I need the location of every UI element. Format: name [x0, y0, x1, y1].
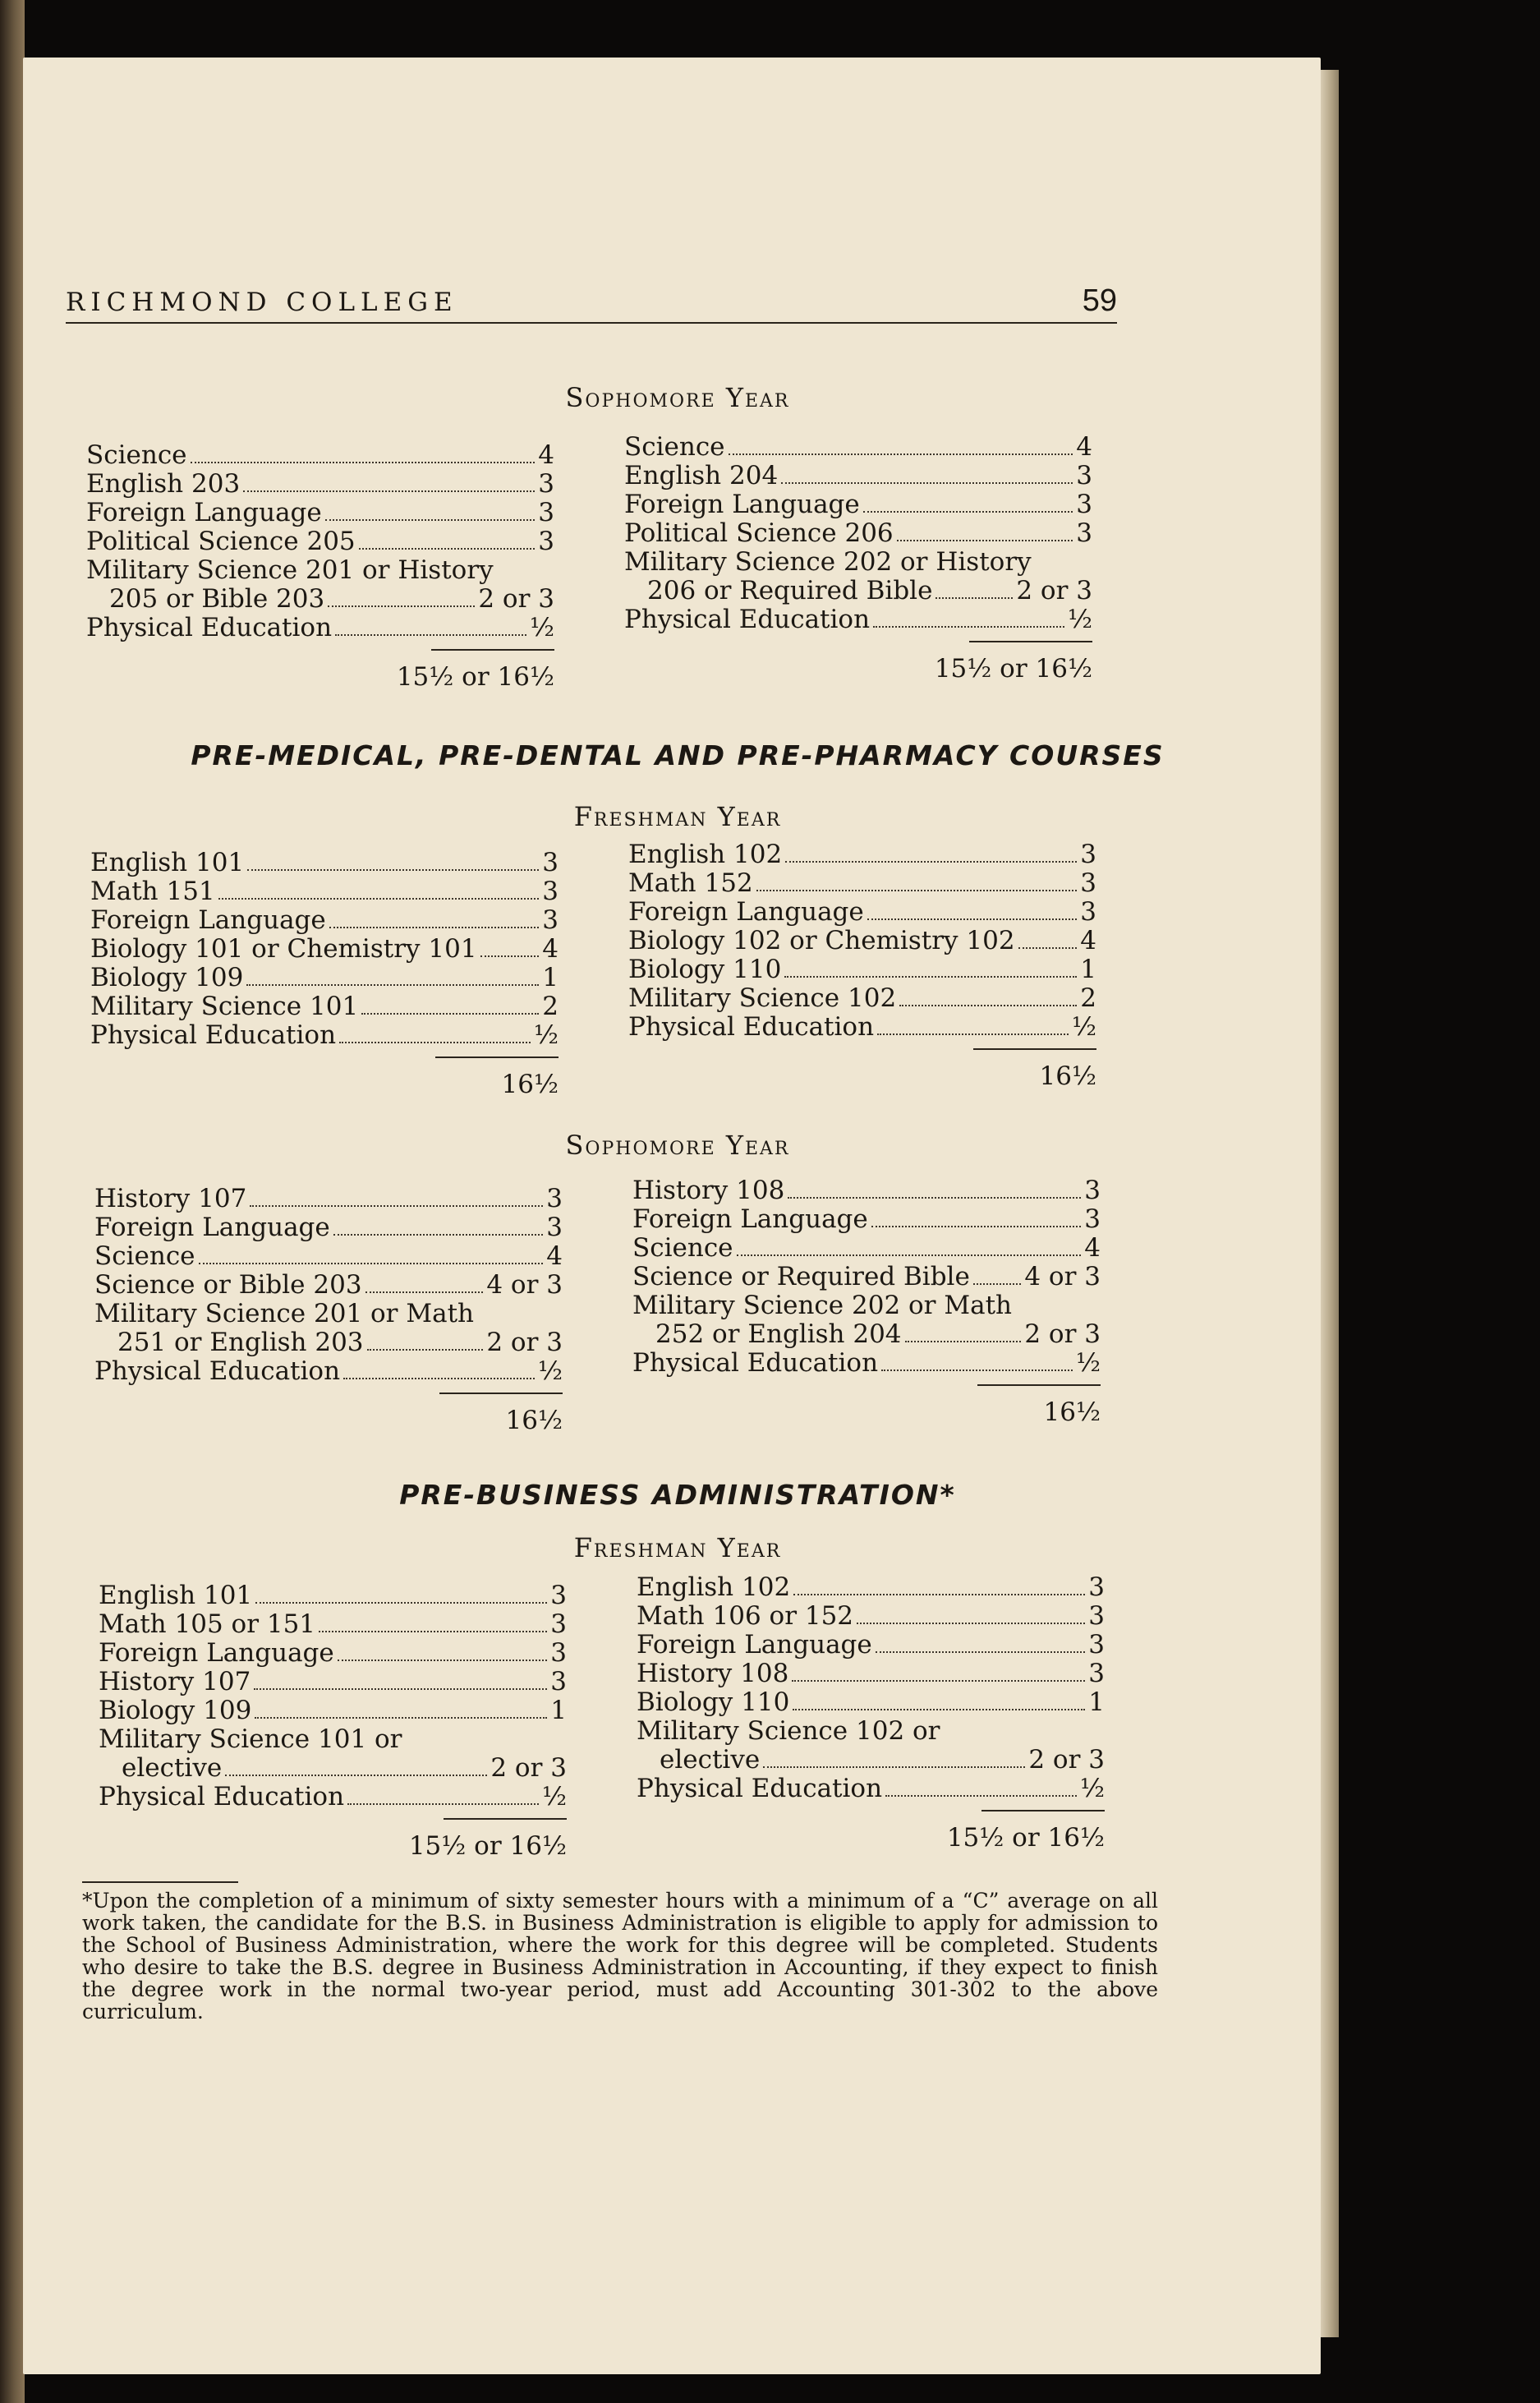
course-name: Physical Education: [637, 1773, 883, 1803]
credit-hours: 2 or 3: [478, 583, 554, 614]
course-name: Foreign Language: [632, 1204, 868, 1234]
total-rule: [435, 1056, 559, 1058]
dot-leader: [361, 1013, 539, 1015]
course-name: Science: [94, 1241, 195, 1271]
credit-hours: 4 or 3: [1024, 1262, 1101, 1291]
course-row: [637, 1602, 1105, 1631]
credit-hours: 2 or 3: [1024, 1319, 1101, 1349]
dot-leader: [254, 1688, 547, 1690]
dot-leader: [867, 918, 1078, 920]
section-heading: Sophomore Year: [565, 382, 790, 413]
course-name: Biology 110: [628, 955, 782, 984]
course-row: [86, 499, 554, 527]
course-name: Military Science 101 or: [99, 1724, 402, 1754]
course-row: [637, 1573, 1105, 1602]
total-rule: [981, 1810, 1105, 1811]
dot-leader: [876, 1651, 1086, 1653]
dot-leader: [225, 1775, 487, 1776]
program-heading: PRE-BUSINESS ADMINISTRATION*: [399, 1479, 956, 1511]
course-row: [637, 1775, 1105, 1803]
dot-leader: [935, 597, 1013, 599]
credit-hours: 3: [1076, 490, 1092, 519]
credit-hours: 4: [1080, 926, 1096, 955]
dot-leader: [347, 1803, 539, 1805]
course-name: Science: [86, 440, 187, 470]
credit-hours: 3: [538, 527, 554, 556]
dot-leader: [247, 869, 539, 871]
course-name: Biology 101 or Chemistry 101: [90, 934, 477, 964]
course-row: [632, 1291, 1101, 1320]
dot-leader: [255, 1602, 547, 1604]
dot-leader: [319, 1631, 547, 1632]
course-name: Biology 110: [637, 1687, 790, 1717]
credit-hours: 3: [550, 1581, 567, 1610]
course-row: [628, 840, 1096, 869]
course-row: [94, 1213, 563, 1242]
course-name: Foreign Language: [99, 1638, 334, 1668]
course-name: English 102: [628, 840, 783, 869]
course-row: [637, 1688, 1105, 1717]
course-name: Foreign Language: [637, 1630, 872, 1660]
dot-leader: [329, 927, 540, 928]
course-row: [90, 935, 559, 964]
course-name: Military Science 201 or History: [86, 555, 494, 585]
dot-leader: [243, 490, 535, 492]
left-curriculum-column: [94, 1185, 563, 1435]
dot-leader: [763, 1766, 1025, 1768]
dot-leader: [793, 1594, 1085, 1595]
credit-hours: 3: [546, 1184, 563, 1213]
total-hours: 16½: [1043, 1397, 1101, 1427]
dot-leader: [1018, 947, 1078, 949]
dot-leader: [785, 861, 1077, 863]
course-row: [632, 1176, 1101, 1205]
credit-hours: 3: [538, 498, 554, 527]
course-row: [86, 556, 554, 585]
course-row: [94, 1300, 563, 1328]
total-hours: 16½: [505, 1405, 563, 1435]
course-row: [90, 877, 559, 906]
credit-hours: 3: [1080, 868, 1096, 898]
dot-leader: [338, 1660, 548, 1661]
left-curriculum-column: [90, 849, 559, 1099]
course-name: Physical Education: [90, 1020, 337, 1050]
dot-leader: [857, 1623, 1085, 1624]
credit-hours: 4: [542, 934, 559, 964]
total-hours: 15½ or 16½: [946, 1822, 1105, 1853]
credit-hours: 3: [1076, 518, 1092, 548]
course-row: [628, 869, 1096, 898]
credit-hours: 3: [1084, 1204, 1101, 1234]
course-row: [86, 585, 554, 614]
credit-hours: 3: [1080, 840, 1096, 869]
course-name: 205 or Bible 203: [109, 583, 325, 614]
course-row: [86, 441, 554, 470]
course-name: Foreign Language: [94, 1213, 330, 1242]
course-row: [628, 898, 1096, 927]
credit-hours: 4: [546, 1241, 563, 1271]
course-name: Military Science 101: [90, 992, 359, 1021]
credit-hours: ½: [537, 1356, 563, 1386]
running-head-title: RICHMOND COLLEGE: [66, 288, 458, 317]
credit-hours: 3: [1088, 1630, 1105, 1660]
course-row: [624, 519, 1092, 548]
credit-hours: 4 or 3: [486, 1270, 563, 1300]
course-row: [99, 1610, 567, 1639]
course-row: [86, 470, 554, 499]
course-row: [99, 1696, 567, 1725]
course-name: Biology 102 or Chemistry 102: [628, 926, 1015, 955]
dot-leader: [250, 1205, 543, 1207]
total-hours: 16½: [501, 1070, 559, 1099]
credit-hours: 1: [542, 963, 559, 992]
course-row: [94, 1357, 563, 1386]
course-row: [90, 992, 559, 1021]
course-name: Military Science 102: [628, 983, 897, 1013]
dot-leader: [873, 626, 1064, 628]
course-row: [90, 964, 559, 992]
dot-leader: [218, 898, 540, 900]
credit-hours: 1: [1080, 955, 1096, 984]
course-row: [90, 849, 559, 877]
course-name: Math 151: [90, 877, 215, 906]
course-name: Physical Education: [99, 1781, 345, 1811]
credit-hours: 1: [550, 1696, 567, 1725]
course-name: Military Science 102 or: [637, 1716, 940, 1746]
credit-hours: 3: [1084, 1176, 1101, 1205]
credit-hours: 2: [542, 992, 559, 1021]
course-row: [637, 1717, 1105, 1746]
credit-hours: 2 or 3: [1028, 1744, 1105, 1775]
book-spine: [0, 0, 25, 2403]
credit-hours: 2 or 3: [1016, 575, 1092, 605]
course-name: Military Science 202 or Math: [632, 1291, 1013, 1320]
dot-leader: [333, 1234, 544, 1236]
total-rule: [977, 1384, 1101, 1386]
credit-hours: 3: [542, 877, 559, 906]
dot-leader: [191, 462, 536, 463]
course-row: [624, 433, 1092, 462]
dot-leader: [781, 482, 1073, 484]
course-name: Math 106 or 152: [637, 1601, 854, 1631]
course-row: [94, 1185, 563, 1213]
course-name: History 108: [632, 1176, 785, 1205]
credit-hours: ½: [529, 612, 554, 642]
dot-leader: [480, 955, 540, 957]
course-name: Physical Education: [632, 1347, 879, 1378]
credit-hours: ½: [541, 1781, 567, 1811]
left-curriculum-column: [99, 1581, 567, 1861]
credit-hours: 3: [542, 848, 559, 877]
course-row: [624, 605, 1092, 634]
course-name: Foreign Language: [628, 897, 864, 927]
credit-hours: 3: [1088, 1572, 1105, 1602]
course-row: [632, 1205, 1101, 1234]
dot-leader: [871, 1226, 1082, 1227]
right-curriculum-column: [632, 1176, 1101, 1427]
dot-leader: [793, 1709, 1085, 1710]
credit-hours: 3: [538, 469, 554, 499]
course-row: [637, 1631, 1105, 1660]
total-hours: 15½ or 16½: [408, 1830, 567, 1861]
course-name: Physical Education: [628, 1012, 875, 1042]
dot-leader: [784, 976, 1077, 978]
total-hours: 15½ or 16½: [396, 661, 554, 692]
course-row: [94, 1328, 563, 1357]
total-rule: [969, 641, 1092, 642]
course-row: [628, 984, 1096, 1013]
course-name: elective: [122, 1752, 223, 1783]
course-row: [99, 1725, 567, 1754]
credit-hours: 4: [538, 440, 554, 470]
total-hours: 16½: [1039, 1061, 1096, 1091]
course-name: Science or Required Bible: [632, 1262, 970, 1291]
dot-leader: [792, 1680, 1085, 1682]
credit-hours: ½: [1075, 1347, 1101, 1378]
total-hours: 15½ or 16½: [934, 653, 1092, 684]
course-name: Physical Education: [86, 612, 333, 642]
course-name: English 101: [99, 1581, 253, 1610]
course-row: [624, 490, 1092, 519]
credit-hours: 4: [1076, 432, 1092, 462]
credit-hours: 3: [1088, 1659, 1105, 1688]
credit-hours: 3: [550, 1667, 567, 1696]
course-name: Science or Bible 203: [94, 1270, 362, 1300]
course-name: Math 152: [628, 868, 753, 898]
course-row: [99, 1581, 567, 1610]
course-row: [99, 1639, 567, 1668]
course-name: Science: [624, 432, 725, 462]
dot-leader: [255, 1717, 547, 1719]
credit-hours: 3: [1088, 1601, 1105, 1631]
credit-hours: 3: [550, 1638, 567, 1668]
credit-hours: 3: [542, 905, 559, 935]
section-heading: Freshman Year: [573, 801, 782, 832]
dot-leader: [328, 605, 475, 607]
right-curriculum-column: [624, 433, 1092, 684]
credit-hours: 1: [1088, 1687, 1105, 1717]
course-name: English 101: [90, 848, 245, 877]
left-curriculum-column: [86, 441, 554, 692]
course-name: Physical Education: [94, 1356, 341, 1386]
dot-leader: [335, 634, 526, 636]
dot-leader: [885, 1795, 1077, 1797]
course-name: 252 or English 204: [655, 1319, 902, 1349]
credit-hours: 3: [546, 1213, 563, 1242]
course-name: History 108: [637, 1659, 789, 1688]
right-curriculum-column: [637, 1573, 1105, 1853]
total-rule: [431, 649, 554, 651]
dot-leader: [897, 540, 1073, 541]
course-row: [94, 1242, 563, 1271]
course-name: Military Science 201 or Math: [94, 1299, 475, 1328]
course-name: Biology 109: [99, 1696, 252, 1725]
course-name: English 203: [86, 469, 241, 499]
course-row: [637, 1746, 1105, 1775]
course-name: Biology 109: [90, 963, 244, 992]
course-row: [628, 927, 1096, 955]
credit-hours: 2 or 3: [486, 1327, 563, 1357]
dot-leader: [339, 1042, 531, 1043]
credit-hours: ½: [1071, 1012, 1096, 1042]
dot-leader: [325, 519, 536, 521]
credit-hours: 4: [1084, 1233, 1101, 1263]
course-row: [90, 1021, 559, 1050]
course-name: Science: [632, 1233, 733, 1263]
course-row: [632, 1320, 1101, 1349]
course-name: Foreign Language: [90, 905, 326, 935]
course-name: History 107: [99, 1667, 251, 1696]
course-name: elective: [660, 1744, 761, 1775]
dot-leader: [246, 984, 539, 986]
course-row: [94, 1271, 563, 1300]
course-name: Political Science 206: [624, 518, 894, 548]
course-row: [632, 1349, 1101, 1378]
dot-leader: [877, 1033, 1069, 1035]
dot-leader: [973, 1283, 1022, 1285]
dot-leader: [365, 1291, 484, 1293]
course-row: [632, 1234, 1101, 1263]
page-number: 59: [1082, 283, 1117, 318]
dot-leader: [881, 1370, 1073, 1371]
section-heading: Freshman Year: [573, 1532, 782, 1563]
credit-hours: ½: [1067, 604, 1092, 634]
right-curriculum-column: [628, 840, 1096, 1091]
credit-hours: 3: [1076, 461, 1092, 490]
dot-leader: [367, 1349, 484, 1351]
course-name: Foreign Language: [624, 490, 860, 519]
course-row: [99, 1754, 567, 1783]
course-name: 251 or English 203: [117, 1327, 364, 1357]
total-rule: [439, 1393, 563, 1394]
dot-leader: [863, 511, 1073, 513]
dot-leader: [756, 890, 1078, 891]
course-name: English 204: [624, 461, 779, 490]
course-row: [624, 462, 1092, 490]
course-name: Political Science 205: [86, 527, 356, 556]
course-row: [86, 614, 554, 642]
dot-leader: [737, 1254, 1082, 1256]
course-name: History 107: [94, 1184, 247, 1213]
total-rule: [973, 1048, 1096, 1050]
dot-leader: [343, 1378, 535, 1379]
credit-hours: 3: [1080, 897, 1096, 927]
course-row: [628, 955, 1096, 984]
running-head: [66, 279, 1117, 324]
course-row: [624, 548, 1092, 577]
footnote: *Upon the completion of a minimum of sixty semester hours with a minimum of a “C” average on all work taken, the candidate for the B.S. in Business Administration is eligible to apply for admission to the School of Business Administration, where the work for this degree will be completed. Students who desire to take the B.S. degree in Business Administration in Accounting, if they expect to finish the degree work in the normal two-year period, must add Accounting 301-302 to the above curriculum.: [82, 1889, 1158, 2023]
course-row: [99, 1783, 567, 1811]
course-name: Physical Education: [624, 604, 871, 634]
course-row: [99, 1668, 567, 1696]
credit-hours: 2 or 3: [490, 1752, 567, 1783]
dot-leader: [199, 1263, 544, 1264]
course-name: English 102: [637, 1572, 791, 1602]
credit-hours: 3: [550, 1609, 567, 1639]
course-name: 206 or Required Bible: [647, 575, 933, 605]
course-row: [628, 1013, 1096, 1042]
credit-hours: ½: [533, 1020, 559, 1050]
dot-leader: [905, 1341, 1022, 1342]
dot-leader: [359, 548, 536, 550]
course-row: [86, 527, 554, 556]
credit-hours: 2: [1080, 983, 1096, 1013]
course-row: [624, 577, 1092, 605]
course-name: Military Science 202 or History: [624, 547, 1032, 577]
dot-leader: [899, 1005, 1077, 1006]
dot-leader: [729, 453, 1073, 455]
program-heading: PRE-MEDICAL, PRE-DENTAL AND PRE-PHARMACY COURSES: [191, 739, 1165, 771]
course-name: Foreign Language: [86, 498, 322, 527]
course-row: [637, 1660, 1105, 1688]
total-rule: [444, 1818, 567, 1820]
course-row: [90, 906, 559, 935]
footnote-rule: [82, 1881, 238, 1883]
course-row: [632, 1263, 1101, 1291]
course-name: Math 105 or 151: [99, 1609, 316, 1639]
credit-hours: ½: [1079, 1773, 1105, 1803]
section-heading: Sophomore Year: [565, 1130, 790, 1161]
dot-leader: [788, 1197, 1081, 1199]
